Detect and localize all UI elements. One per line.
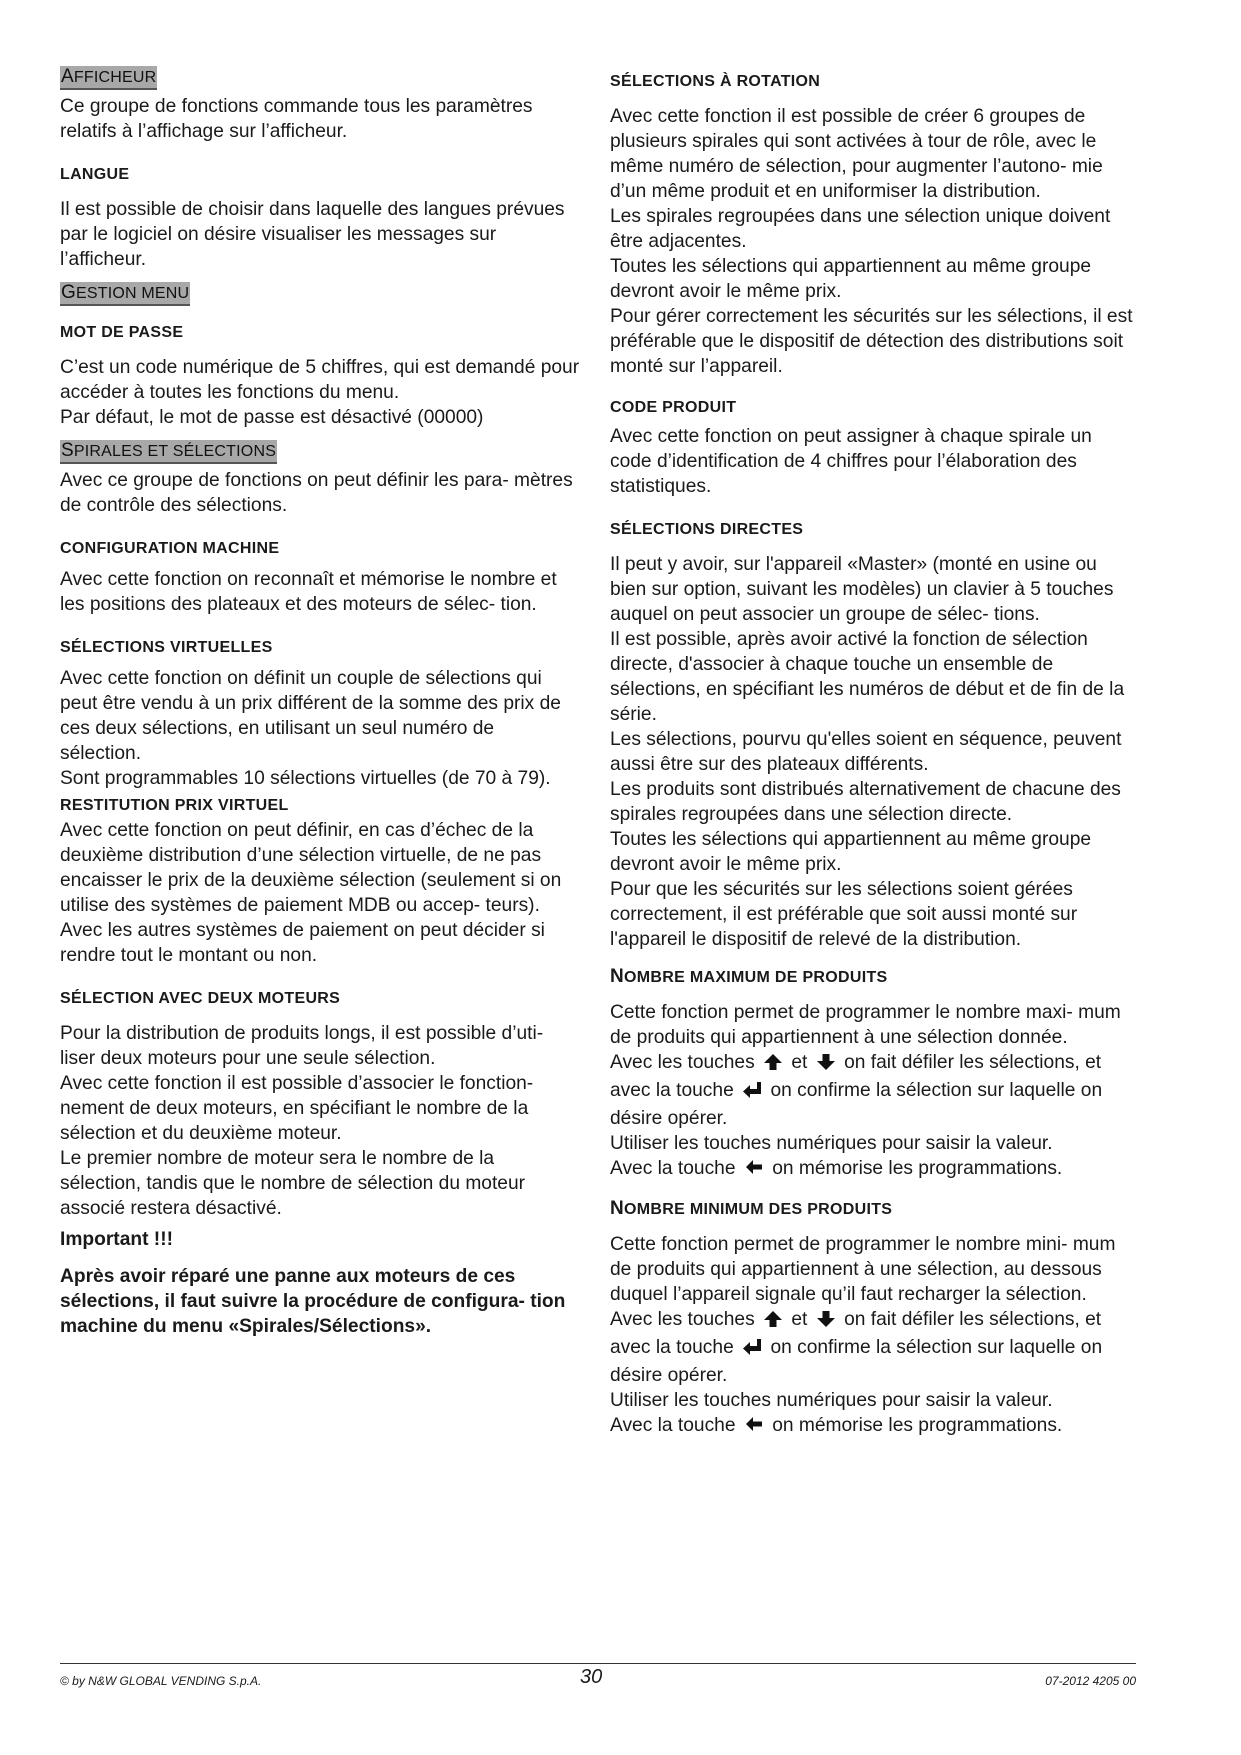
maximum-save-line [610,1156,1135,1184]
subtitle-restitution: RESTITUTION PRIX VIRTUEL [60,797,289,814]
footer-copyright: © by N&W GLOBAL VENDING S.p.A. [60,1674,262,1688]
section-title-afficheur: AFFICHEUR [60,66,157,90]
minimum-text: Cette fonction permet de programmer le nombre mini- mum de produits qui appartiennent à une sélection, au dessous duquel l’appareil signale qu’il faut recharger la sélection. [610,1234,1116,1305]
maximum-confirm-b: on confirme la sélection sur laquelle on désire opérer. [610,1080,1103,1129]
minimum-save-a: Avec la touche [610,1415,736,1436]
page-number: 30 [580,1666,603,1688]
maximum-save-b: on mémorise les programmations. [772,1158,1063,1179]
maximum-keys-c: on fait défiler les sélections, et [844,1052,1102,1073]
code-produit-text: Avec cette fonction on peut assigner à chaque spirale un code d’identification de 4 chiffres pour l’élaboration des statistiques. [610,426,1092,497]
page-footer [60,1663,1136,1688]
minimum-confirm-a: avec la touche [610,1337,734,1358]
maximum-save-a: Avec la touche [610,1158,736,1179]
minimum-keys-line [610,1307,1135,1335]
maximum-keys-a: Avec les touches [610,1052,755,1073]
minimum-keys-a: Avec les touches [610,1309,755,1330]
minimum-save-line [610,1413,1135,1441]
maximum-confirm-line [610,1078,1135,1131]
virtuelles-text: Avec cette fonction on définit un couple de sélections qui peut être vendu à un prix différent de la somme des prix de ces deux sélections, en utilisant un seul numéro de sélection. [60,668,561,764]
minimum-confirm-line [610,1335,1135,1388]
minimum-keys-c: on fait défiler les sélections, et [844,1309,1102,1330]
arrow-up-icon [763,1053,783,1078]
subtitle-nombre-minimum: NOMBRE MINIMUM DES PRODUITS [610,1198,893,1219]
arrow-up-icon [763,1310,783,1335]
spirales-text: Avec ce groupe de fonctions on peut définir les para- mètres de contrôle des sélections. [60,470,573,516]
minimum-save-b: on mémorise les programmations. [772,1415,1063,1436]
mot-de-passe-default: Par défaut, le mot de passe est désactivé (00000) [60,407,484,428]
enter-icon [742,1338,762,1363]
section-title-gestion-menu: GESTION MENU [60,282,190,306]
langue-text: Il est possible de choisir dans laquelle des langues prévues par le logiciel on désire visualiser les messages sur l’afficheur. [60,199,565,270]
subtitle-code-produit: CODE PRODUIT [610,399,737,416]
maximum-keys-line [610,1050,1135,1078]
arrow-down-icon [816,1053,836,1078]
subtitle-selections-virtuelles: SÉLECTIONS VIRTUELLES [60,639,273,656]
deux-moteurs-text-3: Le premier nombre de moteur sera le nombre de la sélection, tandis que le nombre de sélection du moteur associé restera désactivé. [60,1148,526,1219]
minimum-num: Utiliser les touches numériques pour saisir la valeur. [610,1390,1053,1411]
subtitle-rotation: SÉLECTIONS À ROTATION [610,73,821,90]
maximum-num: Utiliser les touches numériques pour saisir la valeur. [610,1133,1053,1154]
mot-de-passe-text: C’est un code numérique de 5 chiffres, qui est demandé pour accéder à toutes les fonctions du menu. [60,357,580,403]
maximum-text: Cette fonction permet de programmer le nombre maxi- mum de produits qui appartiennent à une sélection donnée. [610,1002,1121,1048]
section-title-spirales: SPIRALES ET SÉLECTIONS [60,440,277,464]
important-label: Important !!! [60,1229,173,1250]
deux-moteurs-text-2: Avec cette fonction il est possible d’associer le fonction- nement de deux moteurs, en spécifiant le nombre de la sélection et du deuxième moteur. [60,1073,534,1144]
subtitle-mot-de-passe: MOT DE PASSE [60,324,184,341]
directes-text-5: Toutes les sélections qui appartiennent au même groupe devront avoir le même prix. [610,829,1092,875]
maximum-confirm-a: avec la touche [610,1080,734,1101]
rotation-text-4: Pour gérer correctement les sécurités sur les sélections, il est préférable que le dispositif de détection des distributions soit monté sur l’appareil. [610,306,1133,377]
subtitle-nombre-maximum: NOMBRE MAXIMUM DE PRODUITS [610,966,888,987]
minimum-keys-b: et [791,1309,808,1330]
directes-text-2: Il est possible, après avoir activé la fonction de sélection directe, d'associer à chaque touche un ensemble de sélections, en spécifiant les numéros de début et de fin de la série. [610,629,1125,725]
subtitle-deux-moteurs: SÉLECTION AVEC DEUX MOTEURS [60,990,341,1007]
left-column [60,66,580,1339]
maximum-keys-b: et [791,1052,808,1073]
footer-document-code: 07-2012 4205 00 [1045,1674,1136,1688]
important-text: Après avoir réparé une panne aux moteurs de ces sélections, il faut suivre la procédure de configura- tion machine du menu «Spirales/Sélections». [60,1266,566,1337]
rotation-text: Avec cette fonction il est possible de créer 6 groupes de plusieurs spirales qui sont activées à tour de rôle, avec le même numéro de sélection, pour augmenter l’autono- mie d’un même produit et en uniformiser la distribution. [610,106,1103,202]
restitution-text-2: Avec les autres systèmes de paiement on peut décider si rendre tout le montant ou non. [60,920,545,966]
back-arrow-icon [744,1159,764,1184]
configuration-text: Avec cette fonction on reconnaît et mémorise le nombre et les positions des plateaux et des moteurs de sélec- tion. [60,569,557,615]
directes-text-6: Pour que les sécurités sur les sélections soient gérées correctement, il est préférable que soit aussi monté sur l'appareil le dispositif de relevé de la distribution. [610,879,1078,950]
minimum-confirm-b: on confirme la sélection sur laquelle on désire opérer. [610,1337,1103,1386]
deux-moteurs-text: Pour la distribution de produits longs, il est possible d’uti- liser deux moteurs pour une seule sélection. [60,1023,544,1069]
subtitle-selections-directes: SÉLECTIONS DIRECTES [610,521,804,538]
enter-icon [742,1081,762,1106]
directes-text-4: Les produits sont distribués alternativement de chacune des spirales regroupées dans une sélection directe. [610,779,1121,825]
directes-text: Il peut y avoir, sur l'appareil «Master» (monté en usine ou bien sur option, suivant les modèles) un clavier à 5 touches auquel on peut associer un groupe de sélec- tions. [610,554,1114,625]
restitution-text: Avec cette fonction on peut définir, en cas d’échec de la deuxième distribution d’une sélection virtuelle, de ne pas encaisser le prix de la deuxième sélection (seulement si on utilise des systèmes de paiement MDB ou accep- teurs). [60,820,562,916]
arrow-down-icon [816,1310,836,1335]
subtitle-langue: LANGUE [60,166,130,183]
right-column [610,66,1135,1441]
virtuelles-text-2: Sont programmables 10 sélections virtuelles (de 70 à 79). [60,768,551,789]
back-arrow-icon [744,1416,764,1441]
subtitle-configuration: CONFIGURATION MACHINE [60,540,280,557]
rotation-text-2: Les spirales regroupées dans une sélection unique doivent être adjacentes. [610,206,1111,252]
rotation-text-3: Toutes les sélections qui appartiennent au même groupe devront avoir le même prix. [610,256,1092,302]
afficheur-text: Ce groupe de fonctions commande tous les paramètres relatifs à l’affichage sur l’afficheur. [60,96,533,142]
directes-text-3: Les sélections, pourvu qu'elles soient en séquence, peuvent aussi être sur des plateaux différents. [610,729,1122,775]
